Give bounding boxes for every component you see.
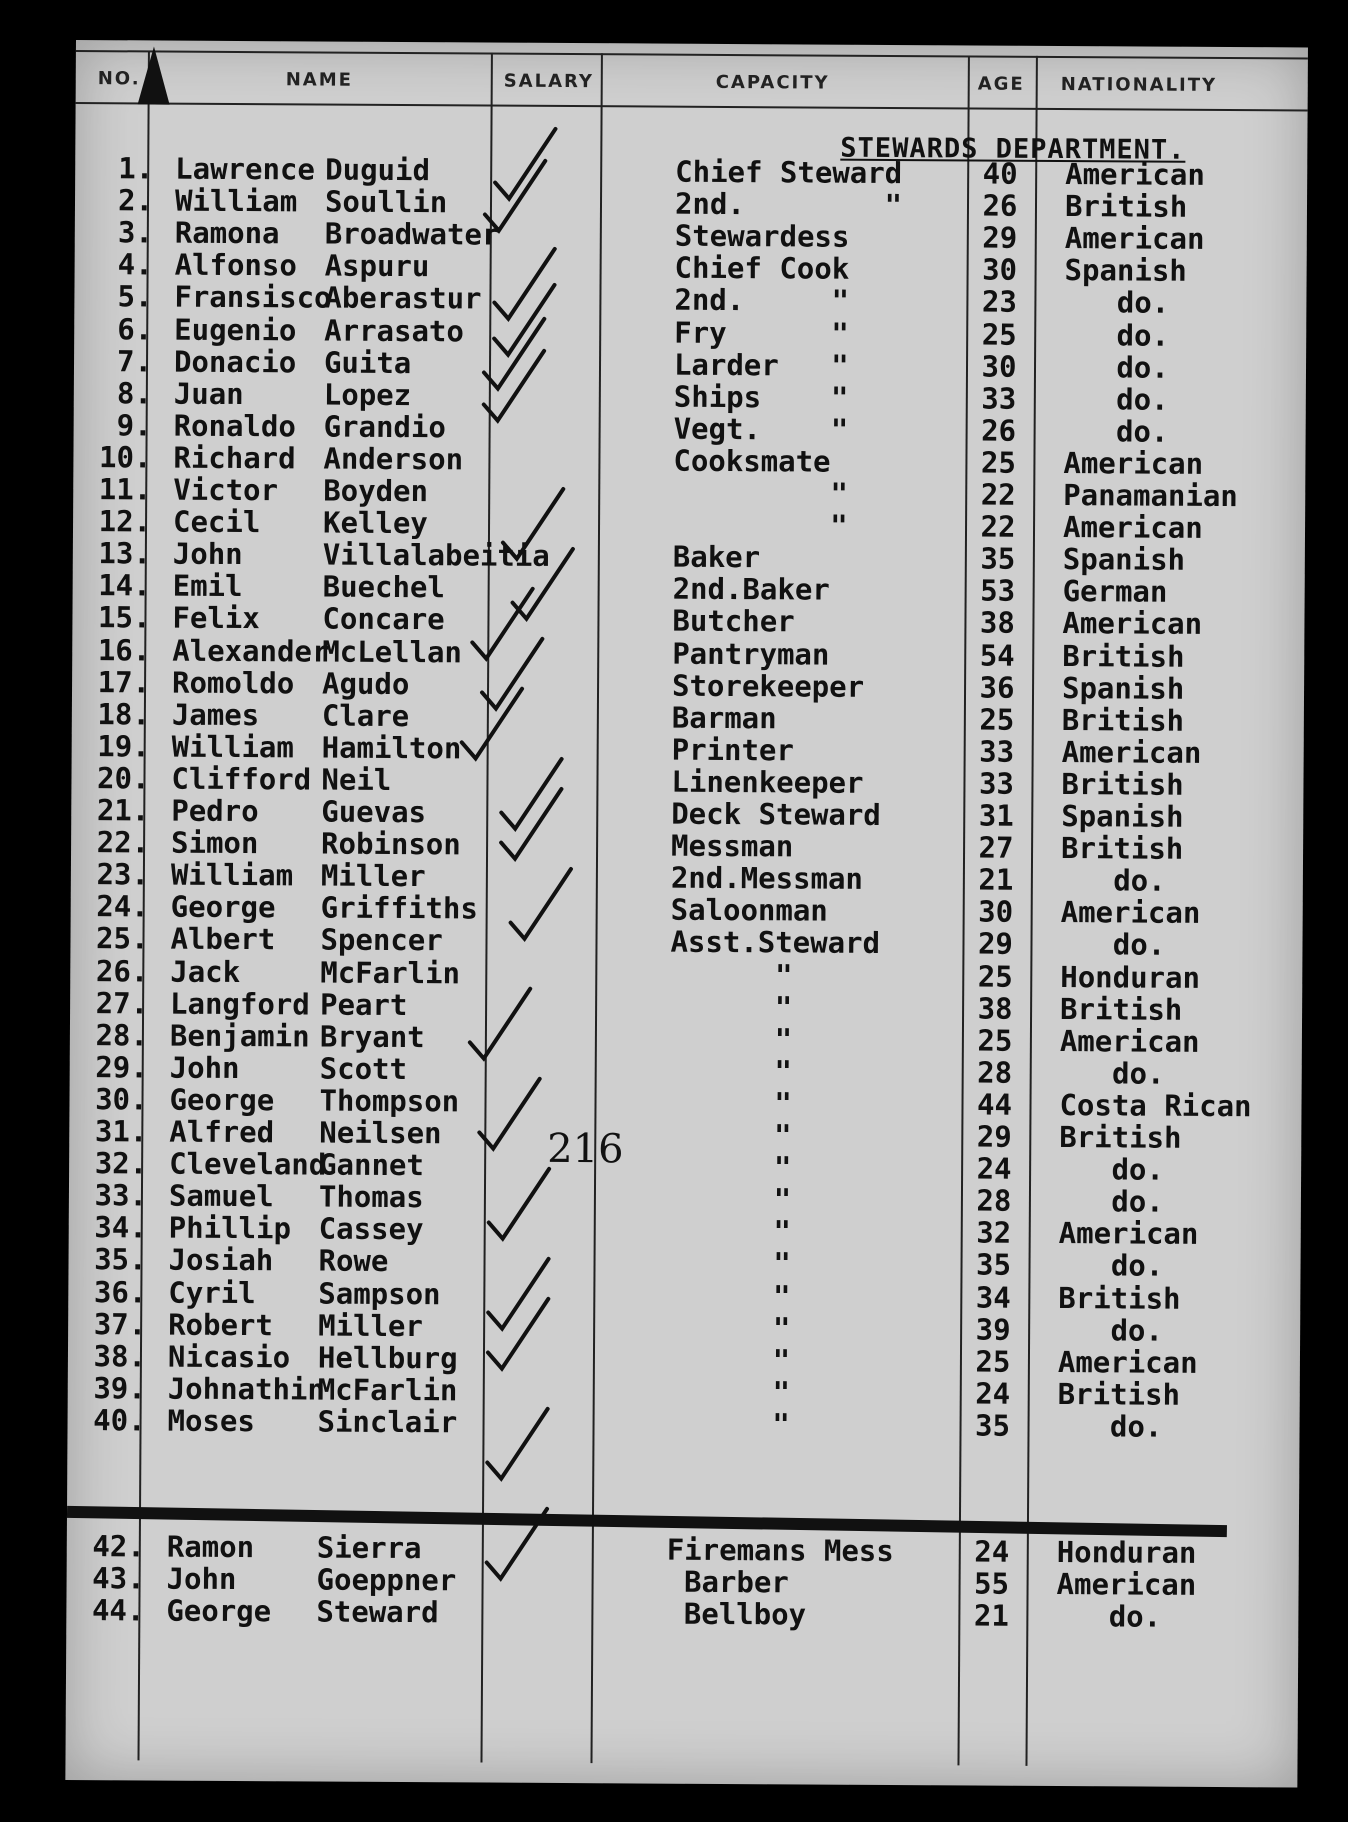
capacity-cell: Deck Steward xyxy=(671,796,881,832)
nationality-cell: Panamanian xyxy=(1063,478,1238,514)
first-name: George xyxy=(166,1593,272,1629)
capacity-cell: Pantryman xyxy=(672,636,830,672)
first-name: Phillip xyxy=(168,1210,292,1246)
last-name: McFarlin xyxy=(320,955,461,990)
age-cell: 36 xyxy=(979,670,1015,705)
capacity-cell: " xyxy=(668,1181,792,1217)
capacity-cell: Ships " xyxy=(673,379,849,415)
age-cell: 39 xyxy=(975,1312,1011,1347)
nationality-cell: American xyxy=(1061,734,1202,770)
nationality-cell: British xyxy=(1064,189,1188,224)
capacity-cell: Linenkeeper xyxy=(671,764,864,800)
age-cell: 29 xyxy=(976,1119,1012,1154)
first-name: Eugenio xyxy=(174,312,297,347)
header-age: AGE xyxy=(977,73,1025,95)
capacity-cell: Chief Cook xyxy=(674,250,850,287)
nationality-cell: American xyxy=(1064,221,1205,257)
age-cell: 25 xyxy=(979,702,1015,737)
capacity-cell: " xyxy=(667,1342,791,1378)
last-name: Steward xyxy=(316,1594,439,1630)
nationality-cell: British xyxy=(1061,702,1185,738)
age-cell: 30 xyxy=(978,894,1014,930)
age-cell: 25 xyxy=(981,317,1017,352)
nationality-cell: American xyxy=(1060,895,1201,931)
row-number: 28. xyxy=(95,1017,149,1053)
nationality-cell: British xyxy=(1060,831,1184,866)
row-number: 13. xyxy=(98,536,151,571)
first-name: James xyxy=(171,697,260,732)
department-title: STEWARDS DEPARTMENT. xyxy=(840,132,1186,166)
capacity-cell: 2nd. " xyxy=(674,283,850,319)
row-number: 31. xyxy=(94,1114,148,1149)
last-name: Scott xyxy=(319,1051,408,1086)
first-name: Benjamin xyxy=(169,1018,310,1054)
capacity-cell: " xyxy=(669,1021,793,1057)
nationality-cell: do. xyxy=(1063,381,1169,417)
last-name: Sampson xyxy=(318,1276,441,1311)
row-number: 38. xyxy=(93,1338,147,1374)
capacity-cell: Saloonman xyxy=(670,892,828,928)
row-number: 29. xyxy=(95,1049,148,1085)
first-name: Moses xyxy=(167,1403,255,1439)
capacity-cell: Printer xyxy=(671,732,794,768)
row-number: 32. xyxy=(94,1146,148,1181)
last-name: Concare xyxy=(322,601,445,637)
first-name: Alexander xyxy=(172,633,330,669)
nationality-cell: British xyxy=(1059,991,1183,1027)
last-name: Neil xyxy=(321,762,392,797)
capacity-cell: " xyxy=(667,1374,791,1410)
last-name: Soullin xyxy=(324,184,448,220)
capacity-cell: " xyxy=(669,1149,792,1185)
row-number: 14. xyxy=(98,568,151,603)
table-row xyxy=(67,1404,1299,1444)
nationality-cell: German xyxy=(1062,574,1168,609)
last-name: Villalabeitia xyxy=(322,537,550,574)
nationality-cell: British xyxy=(1061,766,1184,802)
row-number: 20. xyxy=(96,761,150,796)
nationality-cell: American xyxy=(1062,510,1203,545)
capacity-cell: Butcher xyxy=(672,604,795,639)
capacity-cell: 2nd.Baker xyxy=(672,571,830,607)
first-name: Fransisco xyxy=(174,279,332,315)
nationality-cell: British xyxy=(1057,1376,1181,1412)
last-name: McLellan xyxy=(322,634,463,669)
capacity-cell: " xyxy=(670,957,793,992)
row-number: 43. xyxy=(92,1561,145,1596)
age-cell: 21 xyxy=(973,1598,1009,1633)
capacity-cell: " xyxy=(669,1053,793,1089)
age-cell: 28 xyxy=(977,1055,1013,1090)
capacity-cell: " xyxy=(668,1278,791,1313)
row-number: 11. xyxy=(98,472,152,507)
capacity-cell: Vegt. " xyxy=(673,411,849,447)
age-cell: 23 xyxy=(981,284,1017,320)
last-name: Sinclair xyxy=(317,1404,458,1440)
row-number: 10. xyxy=(98,440,152,475)
header-salary: SALARY xyxy=(503,70,595,93)
row-number: 17. xyxy=(97,664,151,700)
nationality-cell: Honduran xyxy=(1060,959,1201,995)
first-name: Samuel xyxy=(168,1178,274,1214)
capacity-cell: " xyxy=(668,1246,791,1281)
age-cell: 35 xyxy=(974,1408,1011,1443)
row-number: 4. xyxy=(117,247,153,282)
nationality-cell: American xyxy=(1063,445,1204,481)
row-number: 23. xyxy=(96,857,150,892)
age-cell: 33 xyxy=(979,734,1015,769)
capacity-cell: " xyxy=(667,1406,790,1442)
nationality-cell: British xyxy=(1062,638,1185,674)
first-name: Emil xyxy=(172,568,243,604)
row-number: 42. xyxy=(92,1529,145,1564)
nationality-cell: Costa Rican xyxy=(1059,1087,1252,1124)
age-cell: 28 xyxy=(976,1183,1012,1218)
capacity-cell: 2nd. " xyxy=(674,186,903,223)
nationality-cell: do. xyxy=(1063,413,1169,449)
row-number: 21. xyxy=(96,793,150,828)
last-name: Boyden xyxy=(323,473,429,509)
last-name: Thompson xyxy=(319,1083,460,1119)
capacity-cell: Stewardess xyxy=(674,218,850,254)
last-name: Miller xyxy=(320,858,426,894)
first-name: John xyxy=(166,1561,237,1597)
first-name: Juan xyxy=(173,376,244,411)
last-name: Agudo xyxy=(321,666,410,701)
last-name: Hellburg xyxy=(317,1340,458,1376)
manifest-sheet xyxy=(65,40,1308,1787)
row-number: 22. xyxy=(96,825,150,860)
last-name: Guevas xyxy=(321,794,427,830)
age-cell: 53 xyxy=(980,573,1016,609)
row-number: 3. xyxy=(117,215,153,250)
age-cell: 26 xyxy=(982,188,1018,223)
age-cell: 32 xyxy=(976,1215,1012,1251)
first-name: Robert xyxy=(168,1307,274,1342)
last-name: Gannet xyxy=(319,1147,425,1183)
last-name: Kelley xyxy=(322,505,428,541)
age-cell: 34 xyxy=(975,1280,1011,1315)
age-cell: 44 xyxy=(976,1087,1013,1122)
row-number: 26. xyxy=(95,953,149,988)
capacity-cell: Barber xyxy=(666,1564,789,1600)
header-capacity: CAPACITY xyxy=(715,71,830,94)
first-name: Ramona xyxy=(174,215,280,251)
first-name: Clifford xyxy=(171,761,312,797)
nationality-cell: American xyxy=(1058,1216,1199,1252)
row-number: 6. xyxy=(117,311,153,346)
first-name: Josiah xyxy=(168,1242,274,1278)
age-cell: 27 xyxy=(978,830,1014,865)
first-name: Simon xyxy=(170,825,259,861)
age-cell: 24 xyxy=(974,1534,1010,1569)
age-cell: 55 xyxy=(974,1566,1010,1601)
first-name: William xyxy=(171,729,295,765)
row-number: 5. xyxy=(117,279,153,314)
row-number: 24. xyxy=(96,889,149,924)
first-name: Alfred xyxy=(169,1114,275,1150)
first-name: Cecil xyxy=(172,504,261,540)
nationality-cell: Spanish xyxy=(1062,542,1186,577)
age-cell: 40 xyxy=(982,156,1018,191)
nationality-cell: American xyxy=(1065,157,1205,192)
last-name: Buechel xyxy=(322,569,445,605)
capacity-cell: " xyxy=(673,475,848,511)
capacity-cell: Chief Steward xyxy=(675,154,903,191)
corner-tab-icon xyxy=(134,46,174,106)
capacity-cell: Firemans Mess xyxy=(666,1532,894,1569)
row-number: 9. xyxy=(116,408,152,443)
first-name: Romoldo xyxy=(171,665,295,700)
nationality-cell: do. xyxy=(1064,285,1170,321)
row-number: 18. xyxy=(97,696,150,732)
last-name: Cassey xyxy=(318,1211,424,1247)
nationality-cell: do. xyxy=(1063,349,1169,385)
age-cell: 30 xyxy=(982,252,1018,288)
age-cell: 25 xyxy=(975,1344,1011,1379)
row-number: 8. xyxy=(116,375,152,411)
first-name: Ronaldo xyxy=(173,408,296,444)
last-name: McFarlin xyxy=(317,1372,458,1408)
first-name: John xyxy=(169,1050,240,1085)
capacity-cell: Bellboy xyxy=(666,1596,807,1632)
age-cell: 25 xyxy=(977,959,1013,994)
nationality-cell: British xyxy=(1059,1120,1182,1155)
nationality-cell: do. xyxy=(1060,863,1166,898)
row-number: 34. xyxy=(94,1210,147,1245)
first-name: John xyxy=(172,536,243,572)
last-name: Hamilton xyxy=(321,730,462,766)
age-cell: 33 xyxy=(978,766,1015,801)
capacity-cell: Asst.Steward xyxy=(670,925,881,961)
last-name: Guita xyxy=(323,345,412,380)
nationality-cell: Spanish xyxy=(1064,253,1187,289)
age-cell: 22 xyxy=(980,477,1016,512)
table-row xyxy=(66,1594,1298,1634)
row-number: 33. xyxy=(94,1178,148,1213)
nationality-cell: Spanish xyxy=(1061,670,1185,706)
nationality-cell: do. xyxy=(1060,927,1166,963)
nationality-cell: do. xyxy=(1057,1408,1163,1444)
last-name: Aspuru xyxy=(324,248,430,284)
header-rule-bottom xyxy=(76,102,1308,112)
age-cell: 22 xyxy=(980,509,1016,544)
row-number: 7. xyxy=(117,343,153,379)
capacity-cell: Baker xyxy=(672,539,761,575)
first-name: George xyxy=(170,889,276,925)
capacity-cell: Barman xyxy=(671,700,777,735)
row-number: 36. xyxy=(93,1274,147,1309)
last-name: Lopez xyxy=(323,377,412,412)
age-cell: 29 xyxy=(977,926,1014,962)
row-number: 2. xyxy=(117,183,154,218)
nationality-cell: do. xyxy=(1058,1184,1164,1219)
first-name: Langford xyxy=(170,986,310,1022)
nationality-cell: do. xyxy=(1059,1152,1164,1187)
first-name: Cyril xyxy=(168,1275,256,1310)
handwritten-note: 216 xyxy=(547,1125,624,1173)
last-name: Broadwater xyxy=(324,216,500,252)
row-number: 44. xyxy=(91,1593,145,1628)
nationality-cell: do. xyxy=(1064,317,1170,353)
first-name: Jack xyxy=(170,954,241,989)
row-number: 35. xyxy=(94,1242,147,1277)
last-name: Grandio xyxy=(323,409,446,445)
last-name: Griffiths xyxy=(320,890,478,926)
last-name: Sierra xyxy=(316,1530,422,1566)
nationality-cell: Honduran xyxy=(1056,1535,1197,1570)
capacity-cell: " xyxy=(672,507,848,543)
first-name: William xyxy=(170,857,294,893)
row-number: 30. xyxy=(95,1082,148,1117)
age-cell: 25 xyxy=(977,1023,1013,1058)
nationality-cell: Spanish xyxy=(1061,799,1184,834)
row-number: 25. xyxy=(96,921,149,956)
nationality-cell: American xyxy=(1056,1567,1197,1602)
capacity-cell: " xyxy=(668,1310,791,1345)
first-name: Albert xyxy=(170,921,276,957)
first-name: Felix xyxy=(172,600,260,636)
last-name: Anderson xyxy=(323,441,464,477)
header-no: NO. xyxy=(97,68,141,90)
first-name: Alfonso xyxy=(174,247,297,283)
age-cell: 35 xyxy=(975,1247,1012,1283)
capacity-cell: " xyxy=(668,1213,792,1249)
last-name: Peart xyxy=(320,987,408,1022)
row-number: 40. xyxy=(93,1403,146,1438)
age-cell: 35 xyxy=(980,541,1016,576)
row-number: 19. xyxy=(97,728,150,764)
age-cell: 38 xyxy=(979,605,1016,641)
capacity-cell: " xyxy=(670,989,793,1024)
nationality-cell: do. xyxy=(1058,1312,1164,1348)
header-name: NAME xyxy=(285,69,354,91)
header-rule-top xyxy=(76,50,1308,60)
first-name: Ramon xyxy=(166,1529,255,1565)
last-name: Duguid xyxy=(325,152,431,188)
last-name: Miller xyxy=(318,1308,424,1343)
first-name: William xyxy=(174,183,298,219)
first-name: George xyxy=(169,1082,275,1118)
nationality-cell: British xyxy=(1058,1280,1181,1316)
nationality-cell: American xyxy=(1057,1344,1198,1380)
first-name: Nicasio xyxy=(167,1339,291,1375)
last-name: Thomas xyxy=(318,1179,424,1215)
first-name: Donacio xyxy=(173,344,297,379)
header-nationality: NATIONALITY xyxy=(1060,74,1218,96)
capacity-cell: " xyxy=(669,1117,792,1153)
capacity-cell: Larder " xyxy=(673,347,849,383)
first-name: Pedro xyxy=(171,793,259,829)
last-name: Spencer xyxy=(320,922,443,958)
age-cell: 25 xyxy=(980,445,1016,480)
first-name: Johnathin xyxy=(167,1371,326,1407)
capacity-cell: Storekeeper xyxy=(671,668,865,704)
row-number: 1. xyxy=(118,151,154,186)
last-name: Clare xyxy=(321,698,410,733)
nationality-cell: do. xyxy=(1058,1248,1164,1284)
age-cell: 24 xyxy=(975,1376,1011,1411)
age-cell: 38 xyxy=(977,991,1013,1026)
age-cell: 26 xyxy=(981,413,1017,448)
row-number: 37. xyxy=(93,1306,147,1342)
first-name: Richard xyxy=(173,440,296,476)
row-number: 12. xyxy=(98,504,152,539)
last-name: Goeppner xyxy=(316,1562,457,1598)
last-name: Arrasato xyxy=(324,313,465,348)
capacity-cell: Fry " xyxy=(674,315,849,351)
row-number: 39. xyxy=(93,1370,146,1406)
last-name: Neilsen xyxy=(319,1115,442,1151)
last-name: Bryant xyxy=(319,1019,425,1054)
capacity-cell: 2nd.Messman xyxy=(670,860,864,897)
first-name: Victor xyxy=(173,472,279,508)
age-cell: 24 xyxy=(976,1151,1012,1186)
capacity-cell: " xyxy=(669,1085,792,1121)
capacity-cell: Messman xyxy=(670,828,794,864)
row-number: 15. xyxy=(97,600,151,635)
nationality-cell: do. xyxy=(1056,1599,1162,1634)
first-name: Lawrence xyxy=(175,151,316,187)
nationality-cell: American xyxy=(1062,606,1203,642)
age-cell: 33 xyxy=(981,381,1017,416)
age-cell: 30 xyxy=(981,349,1017,384)
last-name: Robinson xyxy=(320,826,461,862)
last-name: Aberastur xyxy=(324,280,482,316)
row-number: 16. xyxy=(97,632,151,667)
row-number: 27. xyxy=(95,985,149,1021)
age-cell: 54 xyxy=(979,638,1015,673)
capacity-cell: Cooksmate xyxy=(673,443,831,479)
age-cell: 31 xyxy=(978,798,1014,833)
last-name: Rowe xyxy=(318,1243,389,1279)
nationality-cell: do. xyxy=(1059,1055,1165,1091)
age-cell: 21 xyxy=(978,862,1014,897)
first-name: Cleveland xyxy=(169,1146,327,1182)
nationality-cell: American xyxy=(1059,1023,1200,1059)
age-cell: 29 xyxy=(982,220,1018,255)
